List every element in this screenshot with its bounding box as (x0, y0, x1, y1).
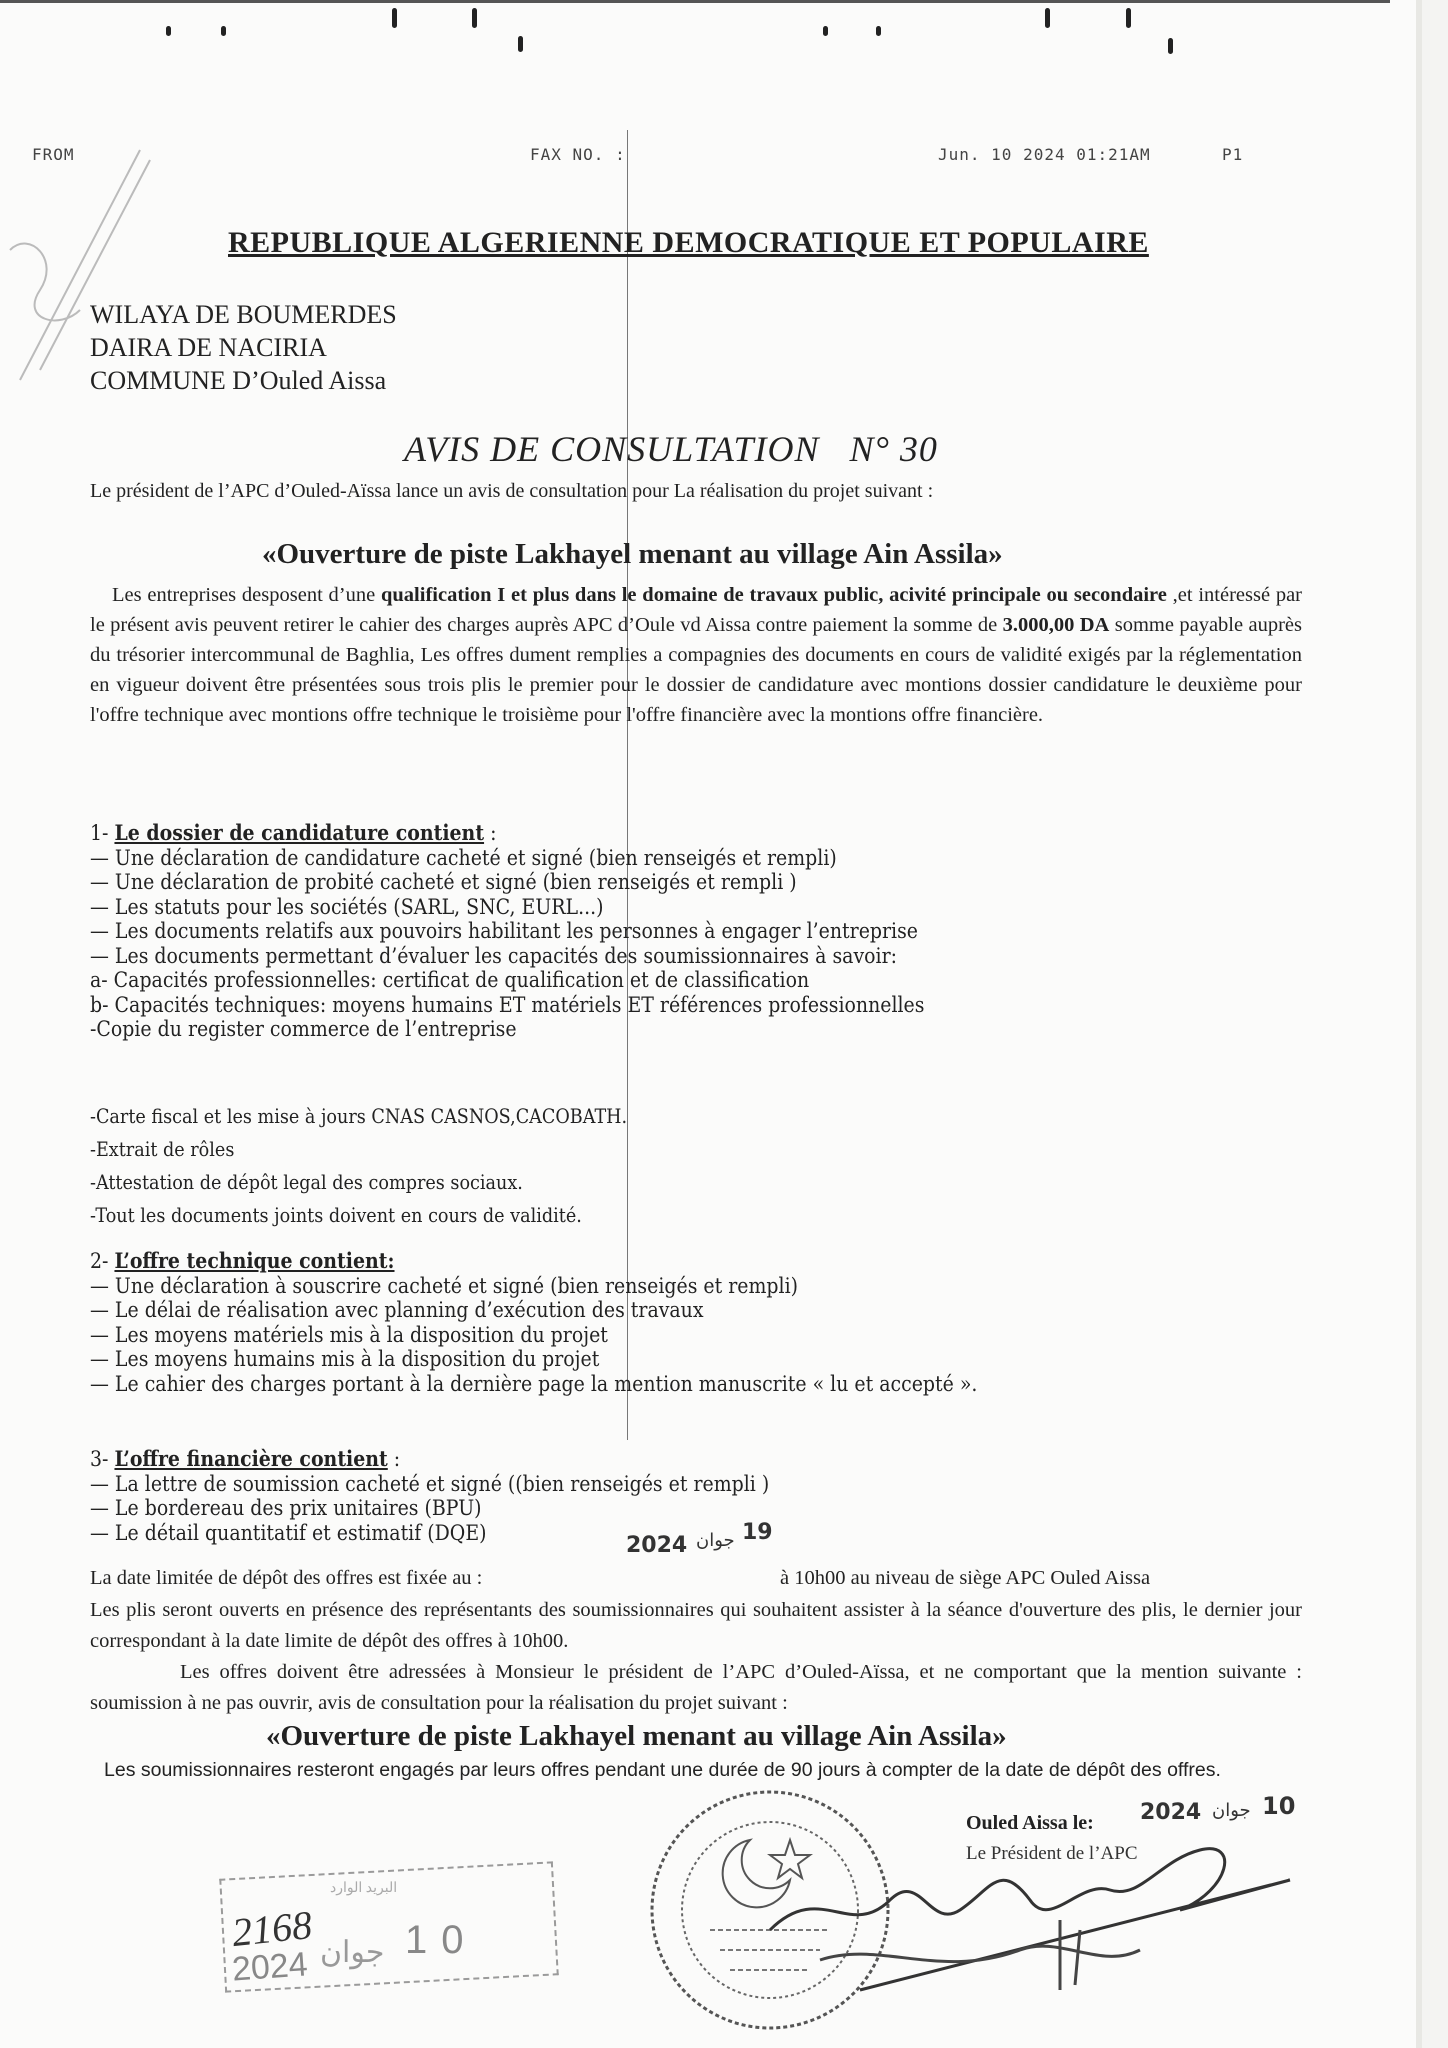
signature-place-label: Ouled Aissa le: (966, 1812, 1094, 1834)
republic-heading: REPUBLIQUE ALGERIENNE DEMOCRATIQUE ET POPULAIRE (228, 226, 1149, 259)
commune-line: COMMUNE D’Ouled Aissa (90, 366, 387, 395)
section-number: 2- (90, 1249, 109, 1274)
list-item: — Le délai de réalisation avec planning d’exécution des travaux (90, 1298, 704, 1323)
list-item: — Le détail quantitatif et estimatif (DQE) (90, 1520, 487, 1546)
paragraph-text: ,et intéressé par le présent avis peuvent retirer le cahier des charges auprès APC d’Oule vd Aissa contre paiement la somme de (90, 584, 1303, 636)
fax-artifact-mark (1126, 8, 1131, 28)
registration-month: جوان (320, 1936, 385, 1969)
section-colon: : (387, 1447, 401, 1472)
section-title: L’offre technique contient: (114, 1249, 395, 1274)
list-item: — Les moyens matériels mis à la disposition du projet (90, 1322, 608, 1348)
project-title-repeat: «Ouverture de piste Lakhayel menant au village Ain Assila» (266, 1720, 1007, 1752)
fax-artifact-mark (472, 8, 477, 28)
list-item: — Les statuts pour les sociétés (SARL, SNC, EURL...) (90, 894, 604, 920)
list-item: -Carte fiscal et les mise à jours CNAS CASNOS,CACOBATH. (90, 1104, 628, 1128)
registration-stamp-header: البريد الوارد (330, 1881, 398, 1896)
handwritten-year: 2024 (626, 1533, 688, 1558)
fee-amount: 3.000,00 DA (1002, 614, 1110, 636)
main-paragraph (90, 580, 1302, 730)
daira-line: DAIRA DE NACIRIA (90, 333, 327, 362)
list-item: -Extrait de rôles (90, 1137, 235, 1161)
fax-artifact-mark (392, 8, 397, 28)
list-item: a- Capacités professionnelles: certificat de qualification et de classification (90, 968, 810, 993)
closing-block (90, 1595, 1302, 1719)
list-item: b- Capacités techniques: moyens humains ET matériels ET références professionnelles (90, 992, 925, 1018)
fax-page-number: P1 (1222, 145, 1244, 164)
opening-paragraph: Les plis seront ouverts en présence des représentants des soumissionnaires qui souhaitent assister à la séance d'ouverture des plis, le dernier jour correspondant à la date limite de dépôt des offres à 10h00. (90, 1599, 1302, 1652)
handwritten-day: 19 (742, 1520, 773, 1545)
signature-date-year: 2024 (1140, 1800, 1202, 1825)
section-heading (90, 1250, 977, 1275)
fax-artifact-mark (876, 26, 881, 36)
section-number: 1- (90, 821, 109, 846)
address-paragraph: Les offres doivent être adressées à Monsieur le président de l’APC d’Ouled-Aïssa, et ne comportant que la mention suivante : soumission à ne pas ouvrir, avis de consultation pour la réalisation du projet suivant : (90, 1661, 1302, 1714)
fax-artifact-mark (823, 26, 828, 36)
deadline-location: à 10h00 au niveau de siège APC Ouled Aissa (780, 1567, 1151, 1589)
handwritten-month: جوان (696, 1530, 735, 1551)
validity-statement: Les soumissionnaires resteront engagés par leurs offres pendant une durée de 90 jours à compter de la date de dépôt des offres. (104, 1759, 1221, 1781)
list-item: — La lettre de soumission cacheté et signé ((bien renseigés et rempli ) (90, 1471, 770, 1497)
paragraph-text: somme payable auprès du trésorier intercommunal de Baghlia, Les offres dument remplies a compagnies des documents en cours de validité exigés par la réglementation en vigueur doivent être présentées sous trois plis le premier pour le dossier de candidature avec montions dossier candidature le deuxième pour l'offre technique avec montions offre technique le troisième pour l'offre financière avec la montions offre financière. (90, 614, 1302, 726)
section-financial-offer (90, 1448, 769, 1546)
fax-number-label: FAX NO. : (530, 145, 626, 164)
fax-artifact-mark (1168, 38, 1173, 54)
fax-from-label: FROM (32, 145, 75, 164)
list-item: — Les moyens humains mis à la disposition du projet (90, 1347, 600, 1372)
section-title: L’offre financière contient (114, 1447, 388, 1472)
list-item: -Copie du register commerce de l’entreprise (90, 1017, 517, 1042)
list-item: — Les documents permettant d’évaluer les capacités des soumissionnaires à savoir: (90, 943, 898, 969)
signature-date-month: جوان (1212, 1800, 1251, 1821)
list-item: — Une déclaration de candidature cacheté et signé (bien renseigés et rempli) (90, 845, 837, 871)
administrative-block (90, 298, 397, 397)
registration-day: 10 (405, 1918, 478, 1962)
fax-artifact-mark (221, 26, 226, 36)
section-title: Le dossier de candidature contient (114, 821, 485, 846)
wilaya-line: WILAYA DE BOUMERDES (90, 300, 397, 329)
fold-line (627, 130, 628, 1440)
notice-title: AVIS DE CONSULTATION N° 30 (404, 429, 938, 469)
fax-timestamp: Jun. 10 2024 01:21AM (938, 145, 1151, 164)
list-item: -Tout les documents joints doivent en cours de validité. (90, 1203, 582, 1227)
section-candidature-extra (90, 1100, 627, 1232)
fax-top-border (0, 0, 1390, 3)
fax-artifact-mark (1045, 8, 1050, 28)
qualification-requirement: qualification I et plus dans le domaine de travaux public, acivité principale ou secondaire (381, 584, 1167, 606)
list-item: — Une déclaration de probité cacheté et signé (bien renseigés et rempli ) (90, 870, 797, 895)
section-heading (90, 1448, 769, 1473)
registration-number: 2168 (229, 1901, 315, 1956)
list-item: — Une déclaration à souscrire cacheté et signé (bien renseigés et rempli) (90, 1273, 799, 1299)
list-item: — Le cahier des charges portant à la dernière page la mention manuscrite « lu et accepté ». (90, 1371, 978, 1397)
section-colon: : (484, 821, 497, 846)
fax-artifact-mark (166, 26, 171, 36)
fax-artifact-mark (518, 36, 523, 52)
deadline-label: La date limitée de dépôt des offres est fixée au : (90, 1567, 483, 1589)
signatory-title: Le Président de l’APC (966, 1843, 1138, 1864)
signature-date-day: 10 (1262, 1792, 1296, 1820)
notice-intro: Le président de l’APC d’Ouled-Aïssa lance un avis de consultation pour La réalisation du projet suivant : (90, 480, 934, 502)
section-candidature (90, 822, 924, 1043)
list-item: -Attestation de dépôt legal des compres sociaux. (90, 1170, 523, 1194)
list-item: — Le bordereau des prix unitaires (BPU) (90, 1496, 482, 1521)
project-title: «Ouverture de piste Lakhayel menant au village Ain Assila» (262, 538, 1003, 570)
section-number: 3- (90, 1447, 109, 1472)
section-technical-offer (90, 1250, 977, 1397)
paragraph-text: Les entreprises desposent d’une (112, 584, 381, 606)
registration-year: 2024 (230, 1945, 309, 1989)
list-item: — Les documents relatifs aux pouvoirs habilitant les personnes à engager l’entreprise (90, 919, 919, 944)
section-heading (90, 822, 924, 847)
